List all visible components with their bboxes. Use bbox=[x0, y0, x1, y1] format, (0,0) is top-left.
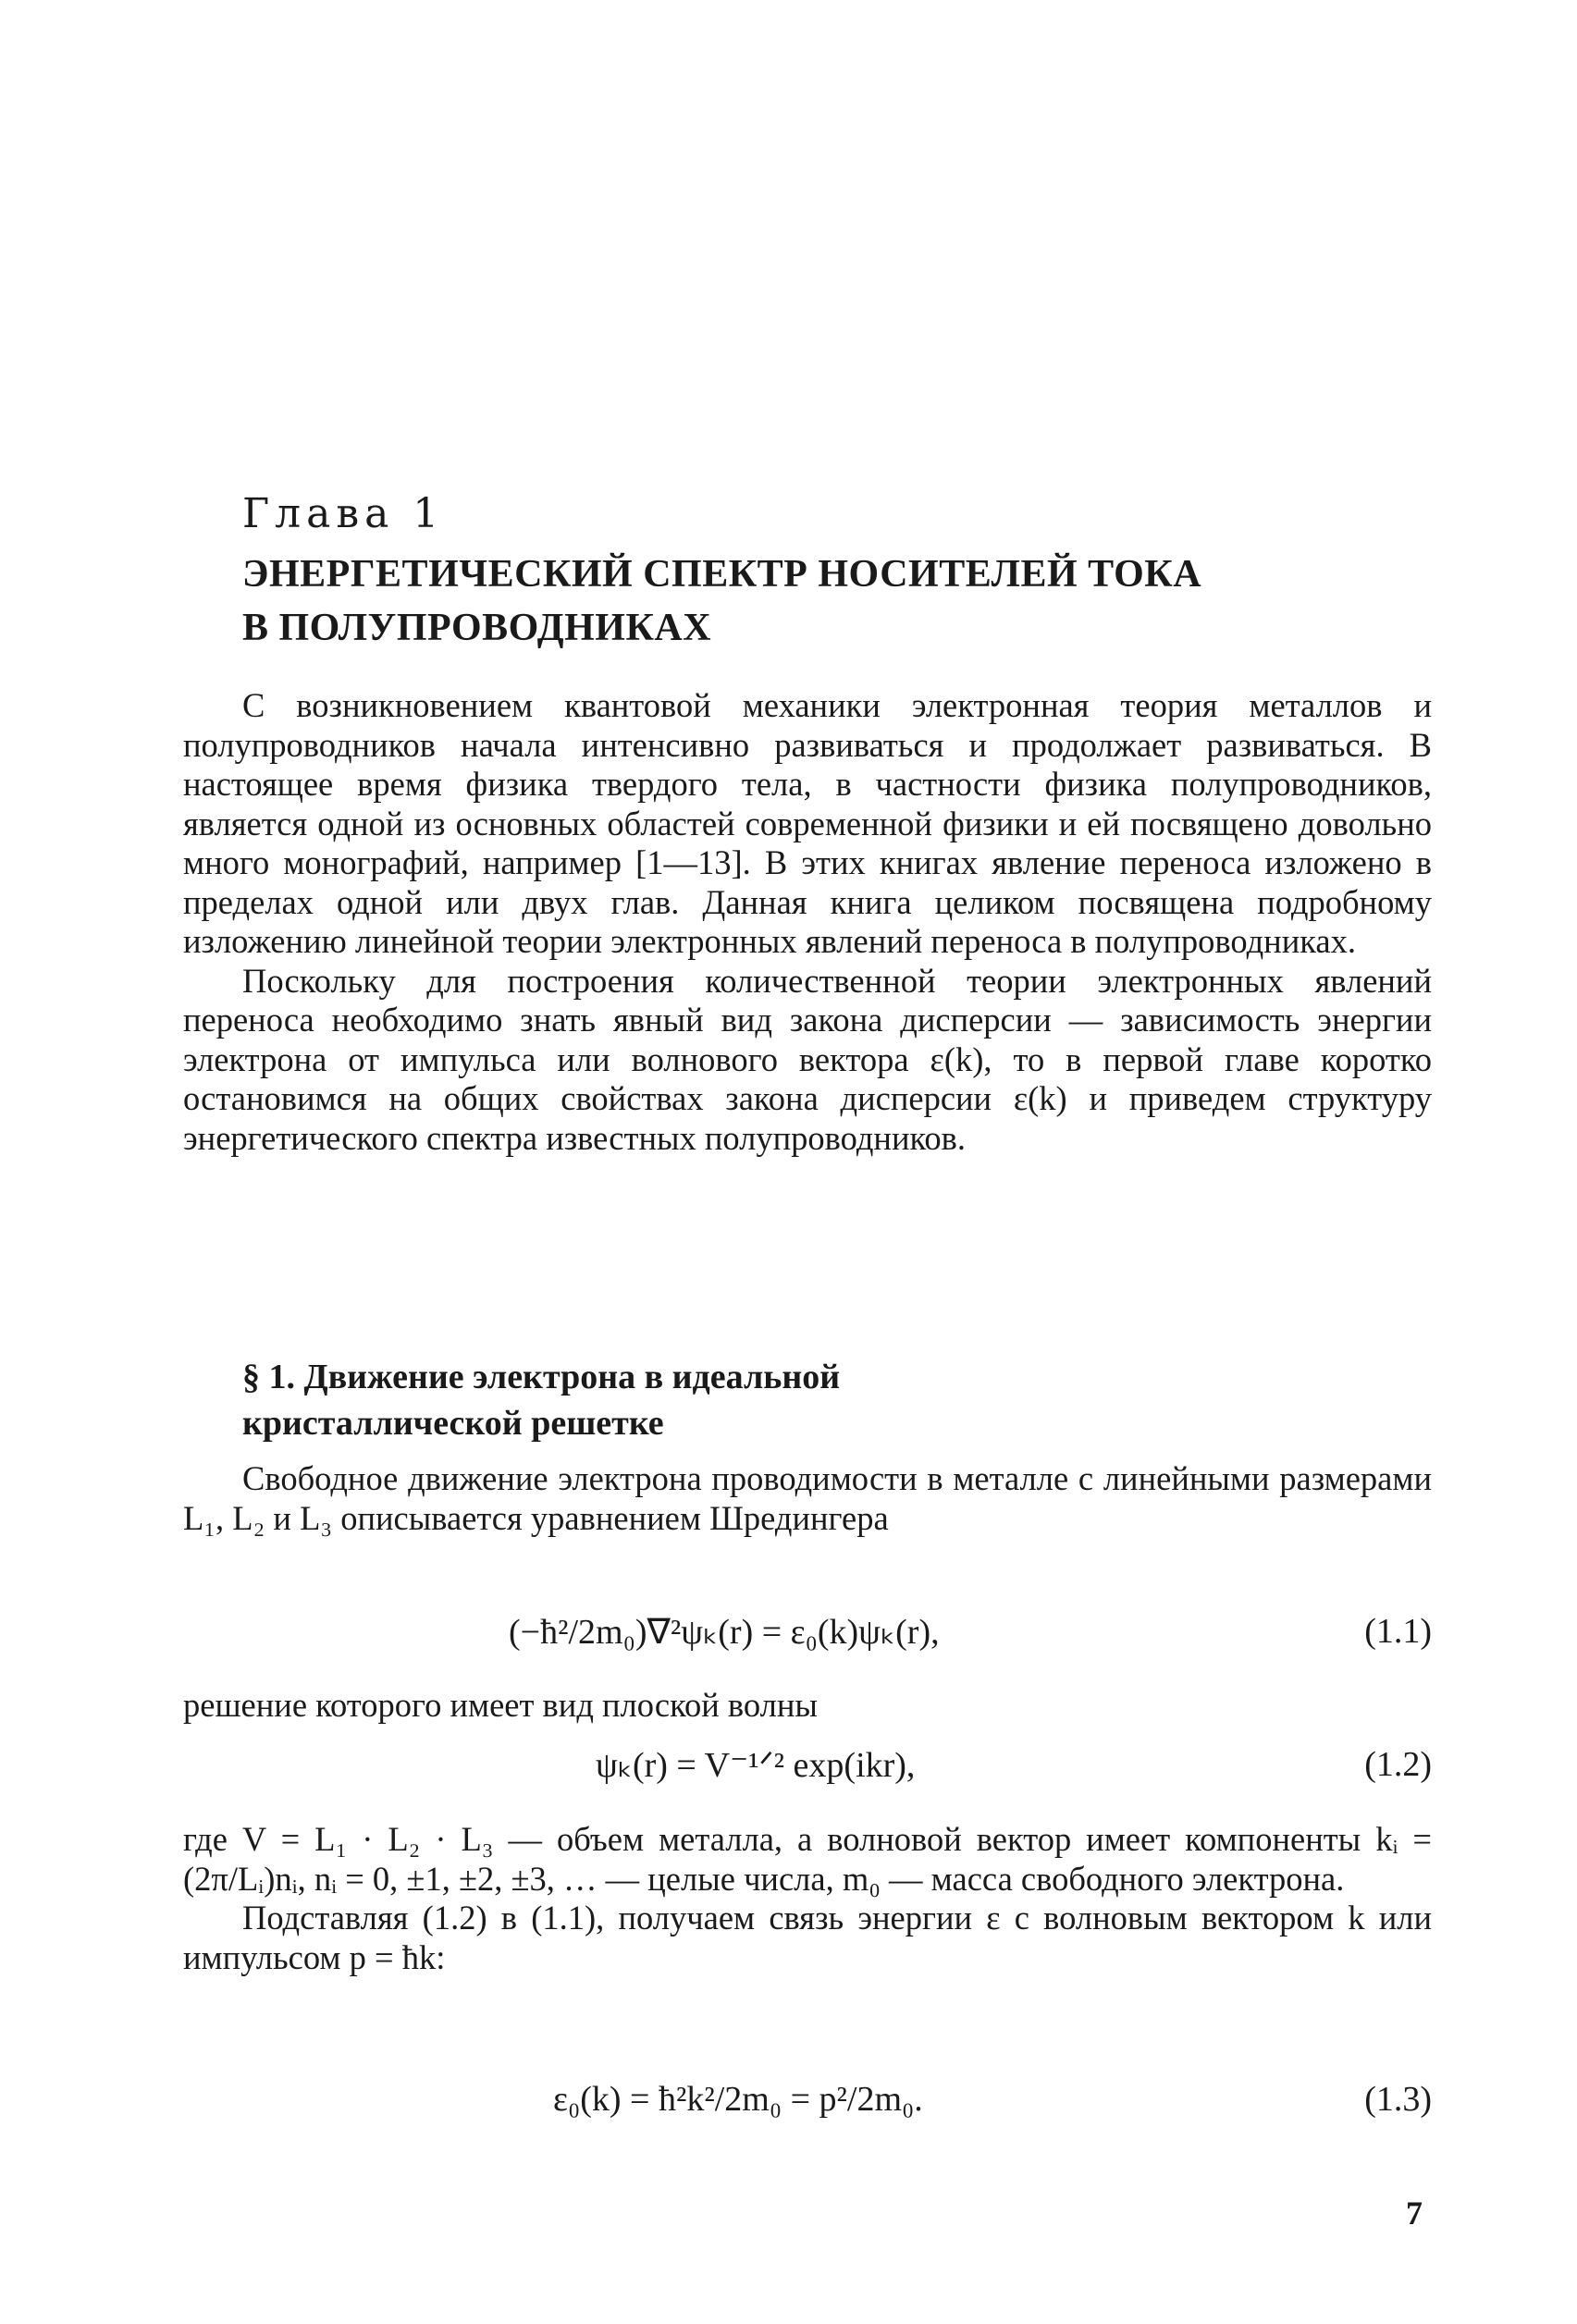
equation-1-2 bbox=[183, 1744, 1432, 1789]
section-paragraph-2: где V = L₁ · L₂ · L₃ — объем металла, а волновой вектор имеет компоненты kᵢ = (2π/Lᵢ)nᵢ, nᵢ = 0, ±1, ±2, ±3, … — целые числа, m₀ — масса свободного электрона. bbox=[183, 1820, 1432, 1898]
equation-1-3 bbox=[183, 2079, 1432, 2123]
equation-1-3-number: (1.3) bbox=[1364, 2080, 1432, 2119]
intro-text bbox=[183, 686, 1432, 1158]
chapter-title-line1: ЭНЕРГЕТИЧЕСКИЙ СПЕКТР НОСИТЕЛЕЙ ТОКА bbox=[242, 553, 1202, 596]
page-number: 7 bbox=[1406, 2195, 1423, 2232]
equation-1-2-body: ψₖ(r) = V⁻¹ᐟ² exp(ikr), bbox=[596, 1746, 916, 1785]
intro-paragraph-1: С возникновением квантовой механики электронная теория металлов и полупроводников начала интенсивно развиваться и продолжает развиваться. В настоящее время физика твердого тела, в частности физика полупроводников, является одной из основных областей современной физики и ей посвящено довольно много монографий, например [1—13]. В этих книгах явление переноса изложено в пределах одной или двух глав. Данная книга целиком посвящена подробному изложению линейной теории электронных явлений переноса в полупроводниках. bbox=[183, 686, 1432, 960]
chapter-title bbox=[242, 547, 1201, 655]
text-after-eq1-block bbox=[183, 1686, 1432, 1726]
section-paragraph-1-block bbox=[183, 1459, 1432, 1538]
equation-1-3-body: ε₀(k) = ħ²k²/2m₀ = p²/2m₀. bbox=[553, 2080, 923, 2119]
chapter-title-line2: В ПОЛУПРОВОДНИКАХ bbox=[242, 607, 712, 649]
section-paragraph-2-block bbox=[183, 1820, 1432, 1977]
equation-1-2-number: (1.2) bbox=[1364, 1745, 1432, 1784]
equation-1-1 bbox=[183, 1611, 1432, 1655]
chapter-label: Глава 1 bbox=[242, 490, 445, 537]
intro-paragraph-2: Поскольку для построения количественной теории электронных явлений переноса необходимо знать явный вид закона дисперсии — зависимость энергии электрона от импульса или волнового вектора ε(k), то в первой главе коротко остановимся на общих свойствах закона дисперсии ε(k) и приведем структуру энергетического спектра известных полупроводников. bbox=[183, 961, 1432, 1157]
section-heading-line1: § 1. Движение электрона в идеальной bbox=[242, 1358, 841, 1396]
equation-1-1-number: (1.1) bbox=[1364, 1612, 1432, 1651]
section-paragraph-3: Подставляя (1.2) в (1.1), получаем связь энергии ε с волновым вектором k или импульсом p = ħk: bbox=[183, 1899, 1432, 1976]
section-heading-line2: кристаллической решетке bbox=[242, 1404, 664, 1443]
section-paragraph-1: Свободное движение электрона проводимости в металле с линейными размерами L₁, L₂ и L₃ описывается уравнением Шредингера bbox=[183, 1459, 1432, 1537]
equation-1-1-body: (−ħ²/2m₀)∇²ψₖ(r) = ε₀(k)ψₖ(r), bbox=[509, 1613, 940, 1652]
section-heading bbox=[242, 1354, 840, 1446]
text-after-eq1: решение которого имеет вид плоской волны bbox=[183, 1686, 818, 1724]
